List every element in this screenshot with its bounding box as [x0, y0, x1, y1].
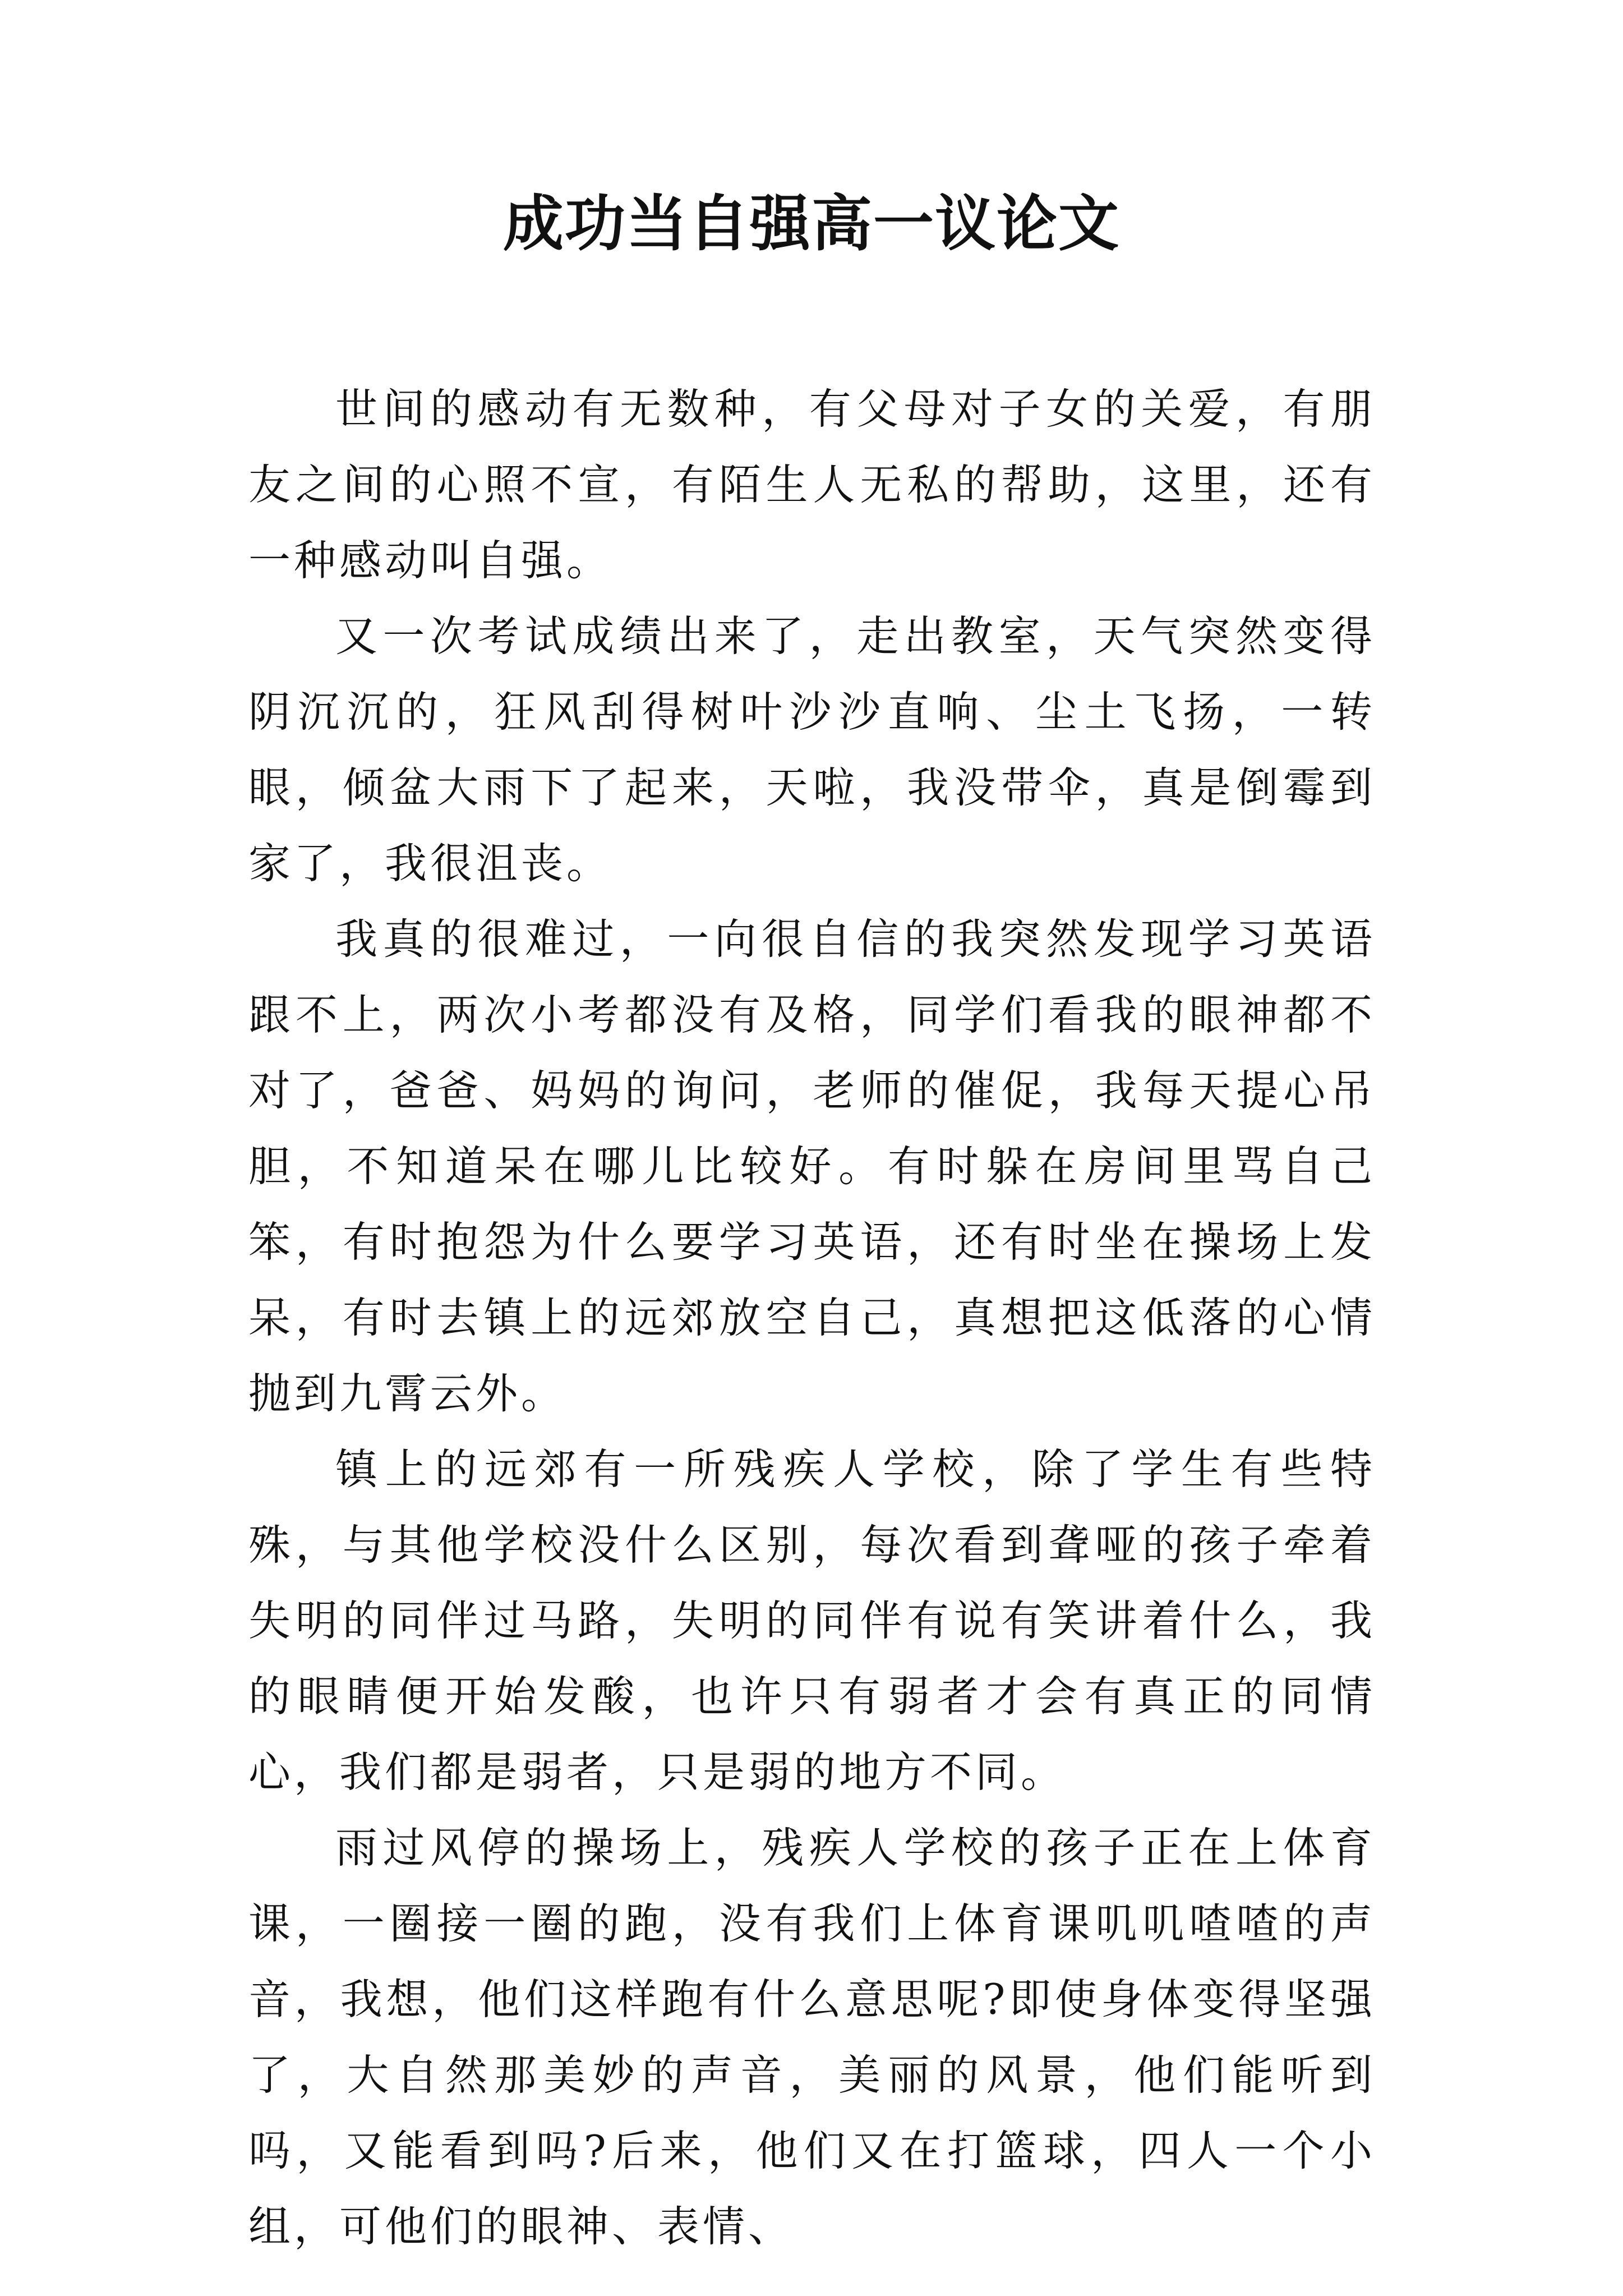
- document-body: [248, 371, 1376, 2265]
- paragraph-2: 又一次考试成绩出来了，走出教室，天气突然变得阴沉沉的，狂风刮得树叶沙沙直响、尘土飞扬，一转眼，倾盆大雨下了起来，天啦，我没带伞，真是倒霉到家了，我很沮丧。: [248, 611, 1376, 888]
- paragraph-1: 世间的感动有无数种，有父母对子女的关爱，有朋友之间的心照不宣，有陌生人无私的帮助，这里，还有一种感动叫自强。: [248, 384, 1376, 585]
- paragraph-4: 镇上的远郊有一所残疾人学校，除了学生有些特殊，与其他学校没什么区别，每次看到聋哑的孩子牵着失明的同伴过马路，失明的同伴有说有笑讲着什么，我的眼睛便开始发酸，也许只有弱者才会有真正的同情心，我们都是弱者，只是弱的地方不同。: [248, 1444, 1376, 1797]
- document-title: 成功当自强高一议论文: [502, 188, 1120, 259]
- paragraph-5: 雨过风停的操场上，残疾人学校的孩子正在上体育课，一圈接一圈的跑，没有我们上体育课叽叽喳喳的声音，我想，他们这样跑有什么意思呢?即使身体变得坚强了，大自然那美妙的声音，美丽的风景，他们能听到吗，又能看到吗?后来，他们又在打篮球，四人一个小组，可他们的眼神、表情、: [248, 1823, 1376, 2251]
- paragraph-3: 我真的很难过，一向很自信的我突然发现学习英语跟不上，两次小考都没有及格，同学们看我的眼神都不对了，爸爸、妈妈的询问，老师的催促，我每天提心吊胆，不知道呆在哪儿比较好。有时躲在房间里骂自己笨，有时抱怨为什么要学习英语，还有时坐在操场上发呆，有时去镇上的远郊放空自己，真想把这低落的心情抛到九霄云外。: [248, 914, 1376, 1418]
